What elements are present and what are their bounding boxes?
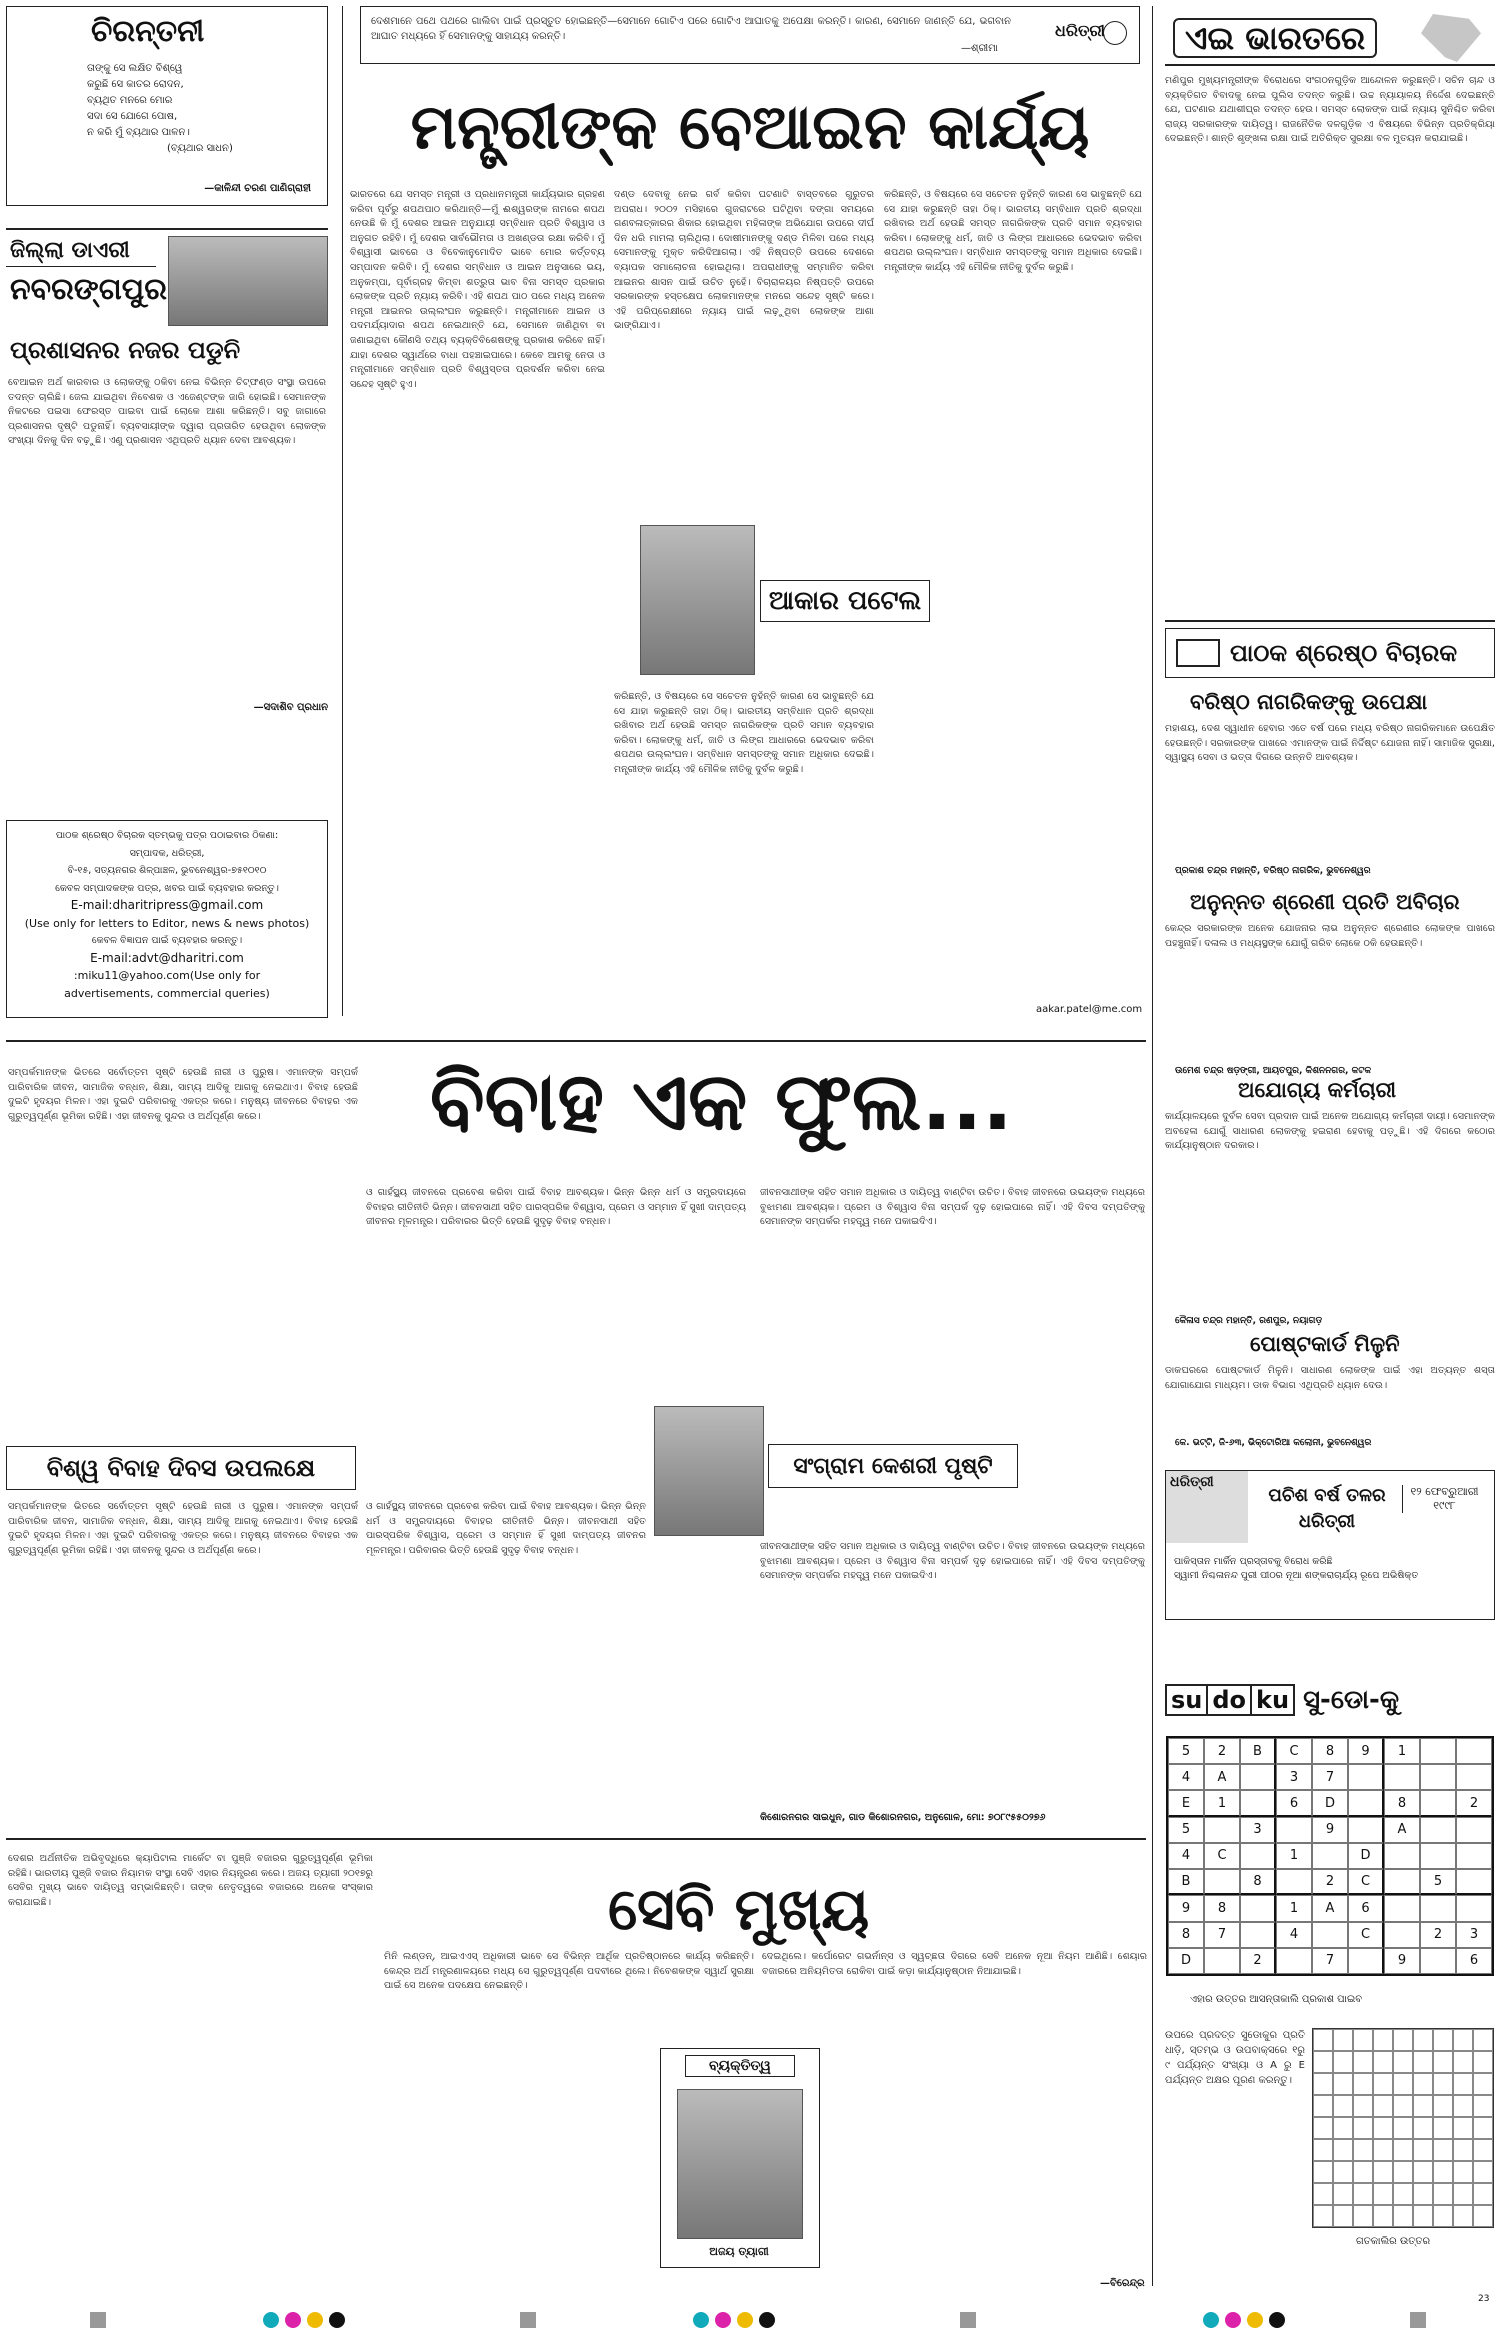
answer-cell [1393, 2073, 1413, 2095]
sudoku-cell: 6 [1276, 1790, 1312, 1816]
sudoku-cell: 1 [1204, 1790, 1240, 1816]
poem-line: ତାଙ୍କୁ ସେ ଲକ୍ଷିତ ବିଶ୍ୱେ [87, 63, 183, 74]
article1-col3: କରିଛନ୍ତି, ଓ ବିଷୟରେ ସେ ସଚେତନ ନୁହଁନ୍ତି କାରଣ ସେ ଭାବୁଛନ୍ତି ଯେ ସେ ଯାହା କରୁଛନ୍ତି ତାହା ଠିକ୍। ଭାରତୀୟ ସମ୍ବିଧାନ ପ୍ରତି ଶ୍ରଦ୍ଧା ରଖିବାର ଅର୍ଥ ହେଉଛି ସମସ୍ତ ନାଗରିକଙ୍କ ପ୍ରତି ସମାନ ବ୍ୟବହାର କରିବା। ଲୋକଙ୍କୁ ଧର୍ମ, ଜାତି ଓ ଲିଙ୍ଗ ଆଧାରରେ ଭେଦଭାବ କରିବା ଶପଥର ଉଲ୍ଲଂଘନ। ସମ୍ବିଧାନ ସମସ୍ତଙ୍କୁ ସମାନ ଅଧିକାର ଦେଇଛି। ମନ୍ତ୍ରୀଙ୍କ କାର୍ଯ୍ୟ ଏହି ମୌଳିକ ନୀତିକୁ ଦୁର୍ବଳ କରୁଛି। [884, 189, 1142, 273]
author-photo-aakar-patel [640, 525, 755, 675]
answer-cell [1413, 2183, 1433, 2205]
sudoku-cell: 2 [1240, 1948, 1276, 1974]
answer-cell [1313, 2117, 1333, 2139]
sudoku-cell [1384, 1895, 1420, 1921]
contact-line: ପାଠକ ଶ୍ରେଷ୍ଠ ବିଚାରକ ସ୍ତମ୍ଭକୁ ପତ୍ର ପଠାଇବାର ଠିକଣା: [55, 830, 279, 841]
column-rule [1152, 6, 1153, 2286]
sudoku-cell [1384, 1869, 1420, 1895]
answer-cell [1433, 2095, 1453, 2117]
sudoku-cell [1348, 1948, 1384, 1974]
sudoku-title-do: do [1208, 1684, 1252, 1716]
answer-cell [1413, 2139, 1433, 2161]
answer-cell [1433, 2161, 1453, 2183]
answer-cell [1313, 2073, 1333, 2095]
answer-cell [1453, 2205, 1473, 2227]
sudoku-cell: 3 [1240, 1817, 1276, 1843]
answer-cell [1393, 2183, 1413, 2205]
poem-author: —କାଳିନ୍ଦୀ ଚରଣ ପାଣିଗ୍ରାହୀ [204, 183, 311, 194]
answer-cell [1433, 2139, 1453, 2161]
sudoku-cell [1276, 1869, 1312, 1895]
letter1-title: ବରିଷ୍ଠ ନାଗରିକଙ୍କୁ ଉପେକ୍ଷା [1190, 690, 1428, 714]
sudoku-cell [1456, 1843, 1492, 1869]
answer-cell [1413, 2095, 1433, 2117]
sudoku-cell: 4 [1168, 1764, 1204, 1790]
sudoku-rules: ଉପରେ ପ୍ରଦତ୍ତ ସୁଡୋକୁର ପ୍ରତି ଧାଡ଼ି, ସ୍ତମ୍ଭ ଓ ଉପବାକ୍ସରେ ୧ରୁ ୯ ପର୍ଯ୍ୟନ୍ତ ସଂଖ୍ୟା ଓ A ରୁ E ପର୍ଯ୍ୟନ୍ତ ଅକ୍ଷର ପୂରଣ କରନ୍ତୁ। [1165, 2030, 1305, 2086]
article2-author: ସଂଗ୍ରାମ କେଶରୀ ପୃଷ୍ଟି [768, 1444, 1018, 1488]
editor-email-link[interactable]: E-mail:dharitripress@gmail.com [70, 898, 264, 912]
sudoku-cell [1420, 1948, 1456, 1974]
letter3-author: କୈଳାସ ଚନ୍ଦ୍ର ମହାନ୍ତି, ରଣପୁର, ନୟାଗଡ଼ [1175, 1316, 1323, 1326]
answer-cell [1433, 2183, 1453, 2205]
sudoku-cell: 8 [1312, 1738, 1348, 1764]
letter3-title: ଅଯୋଗ୍ୟ କର୍ମଚାରୀ [1238, 1078, 1397, 1102]
sudoku-cell: 5 [1420, 1869, 1456, 1895]
sudoku-cell [1420, 1895, 1456, 1921]
article2-col3: ଜୀବନସାଥୀଙ୍କ ସହିତ ସମାନ ଅଧିକାର ଓ ଦାୟିତ୍ୱ ବାଣ୍ଟିବା ଉଚିତ। ବିବାହ ଜୀବନରେ ଉଭୟଙ୍କ ମଧ୍ୟରେ ବୁଝାମଣା ଆବଶ୍ୟକ। ପ୍ରେମ ଓ ବିଶ୍ୱାସ ବିନା ସମ୍ପର୍କ ଦୃଢ଼ ହୋଇପାରେ ନାହିଁ। ଏହି ଦିବସ ଦମ୍ପତିଙ୍କୁ ସେମାନଙ୍କ ସମ୍ପର୍କର ମହତ୍ତ୍ୱ ମନେ ପକାଇଦିଏ। [760, 1187, 1145, 1228]
sudoku-cell [1384, 1922, 1420, 1948]
poem-line: ସଦା ସେ ଯୋଗେ ପୋଷ, [87, 111, 178, 122]
answer-cell [1433, 2051, 1453, 2073]
divider [6, 1040, 1146, 1042]
reader-title: ପାଠକ ଶ୍ରେଷ୍ଠ ବିଚାରକ [1230, 639, 1458, 667]
print-registration-bar [0, 2294, 1500, 2332]
answer-cell [1453, 2051, 1473, 2073]
answer-cell [1373, 2051, 1393, 2073]
article2-col1: ସମ୍ପର୍କମାନଙ୍କ ଭିତରେ ସର୍ବୋତ୍ତମ ସୃଷ୍ଟି ହେଉଛି ନାରୀ ଓ ପୁରୁଷ। ଏମାନଙ୍କ ସମ୍ପର୍କ ପାରିବାରିକ ଜୀବନ, ସାମାଜିକ ବନ୍ଧନ, ଶିକ୍ଷା, ସାମ୍ୟ ଆଦିକୁ ଆଗକୁ ନେଇଥାଏ। ବିବାହ ହେଉଛି ଦୁଇଟି ହୃଦୟର ମିଳନ। ଏହା ଦୁଇଟି ପରିବାରକୁ ଏକତ୍ର କରେ। ମନୁଷ୍ୟ ଜୀବନରେ ବିବାହର ଏକ ଗୁରୁତ୍ୱପୂର୍ଣ୍ଣ ଭୂମିକା ରହିଛି। ଏହା ଜୀବନକୁ ସୁନ୍ଦର ଓ ଅର୍ଥପୂର୍ଣ୍ଣ କରେ। [8, 1067, 358, 1122]
quote-logo: ଧରିତ୍ରୀ [1055, 21, 1105, 40]
sudoku-cell [1420, 1817, 1456, 1843]
archive-logo-block [1166, 1471, 1248, 1543]
article2-col2: ଓ ଗାର୍ହସ୍ଥ୍ୟ ଜୀବନରେ ପ୍ରବେଶ କରିବା ପାଇଁ ବିବାହ ଆବଶ୍ୟକ। ଭିନ୍ନ ଭିନ୍ନ ଧର୍ମ ଓ ସମ୍ପ୍ରଦାୟରେ ବିବାହର ରୀତିନୀତି ଭିନ୍ନ। ଜୀବନସାଥୀ ସହିତ ପାରସ୍ପରିକ ବିଶ୍ୱାସ, ପ୍ରେମ ଓ ସମ୍ମାନ ହିଁ ସୁଖୀ ଦାମ୍ପତ୍ୟ ଜୀବନର ମୂଳମନ୍ତ୍ର। ପରିବାରର ଭିତ୍ତି ହେଉଛି ସୁଦୃଢ଼ ବିବାହ ବନ୍ଧନ। [366, 1187, 746, 1228]
ei-bharatare-header [1165, 6, 1495, 66]
sudoku-cell: E [1168, 1790, 1204, 1816]
answer-cell [1313, 2029, 1333, 2051]
sudoku-cell [1420, 1738, 1456, 1764]
answer-cell [1313, 2051, 1333, 2073]
sudoku-cell: A [1312, 1895, 1348, 1921]
answer-cell [1353, 2117, 1373, 2139]
article2-col3b: ଜୀବନସାଥୀଙ୍କ ସହିତ ସମାନ ଅଧିକାର ଓ ଦାୟିତ୍ୱ ବାଣ୍ଟିବା ଉଚିତ। ବିବାହ ଜୀବନରେ ଉଭୟଙ୍କ ମଧ୍ୟରେ ବୁଝାମଣା ଆବଶ୍ୟକ। ପ୍ରେମ ଓ ବିଶ୍ୱାସ ବିନା ସମ୍ପର୍କ ଦୃଢ଼ ହୋଇପାରେ ନାହିଁ। ଏହି ଦିବସ ଦମ୍ପତିଙ୍କୁ ସେମାନଙ୍କ ସମ୍ପର୍କର ମହତ୍ତ୍ୱ ମନେ ପକାଇଦିଏ। [760, 1541, 1145, 1582]
letter2-author: ଉମେଶ ଚନ୍ଦ୍ର ଷଡ଼ଙ୍ଗୀ, ଆୟତପୁର, କିଶନନଗର, କଟକ [1175, 1066, 1372, 1076]
sudoku-cell [1204, 1869, 1240, 1895]
sudoku-cell: 4 [1168, 1843, 1204, 1869]
answer-cell [1373, 2073, 1393, 2095]
sudoku-cell [1456, 1869, 1492, 1895]
sudoku-cell: A [1204, 1764, 1240, 1790]
sudoku-cell [1240, 1764, 1276, 1790]
article1-author: ଆକାର ପଟେଲ [760, 580, 930, 622]
divider [6, 1838, 1146, 1840]
answer-cell [1413, 2161, 1433, 2183]
sudoku-cell [1420, 1843, 1456, 1869]
answer-cell [1473, 2095, 1493, 2117]
sudoku-answer-label: ଗତକାଲିର ଉତ୍ତର [1356, 2236, 1431, 2247]
quote-author: —ଶ୍ରୀମା [961, 43, 998, 54]
answer-cell [1373, 2205, 1393, 2227]
sudoku-grid [1166, 1736, 1494, 1976]
sudoku-cell [1312, 1922, 1348, 1948]
answer-cell [1333, 2139, 1353, 2161]
article2-address: କିଶୋରନଗର ସାଇଧୁନ, ଗାଡ କିଶୋରନଗର, ଅନୁଗୋଳ, ମୋ: ୭୦୮୯୫୫୦୨୭୬ [760, 1812, 1046, 1823]
contact-line: ବି-୧୫, ସତ୍ୟନଗର ଶିଳ୍ପାଞ୍ଚଳ, ଭୁବନେଶ୍ୱର-୭୫୧୦୧୦ [67, 865, 267, 876]
answer-cell [1473, 2161, 1493, 2183]
answer-cell [1473, 2117, 1493, 2139]
india-map-icon [1421, 14, 1481, 62]
answer-cell [1353, 2183, 1373, 2205]
answer-cell [1313, 2161, 1333, 2183]
sudoku-cell [1240, 1895, 1276, 1921]
contact-line: କେବଳ ବିଜ୍ଞାପନ ପାଇଁ ବ୍ୟବହାର କରନ୍ତୁ। [91, 935, 243, 946]
letter1-body: ମହାଶୟ, ଦେଶ ସ୍ୱାଧୀନ ହେବାର ଏତେ ବର୍ଷ ପରେ ମଧ୍ୟ ବରିଷ୍ଠ ନାଗରିକମାନେ ଉପେକ୍ଷିତ ହେଉଛନ୍ତି। ସରକାରଙ୍କ ପାଖରେ ଏମାନଙ୍କ ପାଇଁ ନିର୍ଦ୍ଦିଷ୍ଟ ଯୋଜନା ନାହିଁ। ସାମାଜିକ ସୁରକ୍ଷା, ସ୍ୱାସ୍ଥ୍ୟ ସେବା ଓ ଭତ୍ତା ଦିଗରେ ଉନ୍ନତି ଆବଶ୍ୟକ। [1165, 723, 1495, 764]
archive-box [1165, 1470, 1495, 1620]
sudoku-cell: D [1312, 1790, 1348, 1816]
sudoku-cell: D [1348, 1843, 1384, 1869]
quote-box [360, 6, 1140, 64]
article1-col2b: କରିଛନ୍ତି, ଓ ବିଷୟରେ ସେ ସଚେତନ ନୁହଁନ୍ତି କାରଣ ସେ ଭାବୁଛନ୍ତି ଯେ ସେ ଯାହା କରୁଛନ୍ତି ତାହା ଠିକ୍। ଭାରତୀୟ ସମ୍ବିଧାନ ପ୍ରତି ଶ୍ରଦ୍ଧା ରଖିବାର ଅର୍ଥ ହେଉଛି ସମସ୍ତ ନାଗରିକଙ୍କ ପ୍ରତି ସମାନ ବ୍ୟବହାର କରିବା। ଲୋକଙ୍କୁ ଧର୍ମ, ଜାତି ଓ ଲିଙ୍ଗ ଆଧାରରେ ଭେଦଭାବ କରିବା ଶପଥର ଉଲ୍ଲଂଘନ। ସମ୍ବିଧାନ ସମସ୍ତଙ୍କୁ ସମାନ ଅଧିକାର ଦେଇଛି। ମନ୍ତ୍ରୀଙ୍କ କାର୍ଯ୍ୟ ଏହି ମୌଳିକ ନୀତିକୁ ଦୁର୍ବଳ କରୁଛି। [614, 691, 874, 775]
reader-header [1165, 628, 1495, 678]
sudoku-cell [1384, 1764, 1420, 1790]
sudoku-title-odia: ସୁ-ଡୋ-କୁ [1303, 1685, 1400, 1715]
archive-item: ସ୍ୱାମୀ ନିଶ୍ଚଳାନନ୍ଦ ପୁରୀ ପୀଠର ନୂଆ ଶଙ୍କରାଚାର୍ଯ୍ୟ ରୂପେ ଅଭିଷିକ୍ତ [1174, 1570, 1419, 1581]
letter4-author: କେ. ଭଟ୍ଟି, ଜି-୬୩, ଭିକ୍ଟୋରିଆ କଲୋନୀ, ଭୁବନେଶ୍ୱର [1175, 1438, 1372, 1448]
poem-line: ବ୍ୟଥିତ ମନରେ ମୋର [87, 95, 173, 106]
envelope-icon [1176, 639, 1220, 667]
letter4-body: ଡାକଘରରେ ପୋଷ୍ଟକାର୍ଡ ମିଳୁନି। ସାଧାରଣ ଲୋକଙ୍କ ପାଇଁ ଏହା ଅତ୍ୟନ୍ତ ଶସ୍ତା ଯୋଗାଯୋଗ ମାଧ୍ୟମ। ଡାକ ବିଭାଗ ଏଥିପ୍ରତି ଧ୍ୟାନ ଦେଉ। [1165, 1365, 1495, 1391]
sudoku-cell: 9 [1168, 1895, 1204, 1921]
article3-headline: ସେବି ମୁଖ୍ୟ [608, 1875, 870, 1943]
sudoku-cell [1240, 1922, 1276, 1948]
article2-subhead: ବିଶ୍ୱ ବିବାହ ଦିବସ ଉପଲକ୍ଷେ [46, 1454, 316, 1482]
sudoku-cell: B [1168, 1869, 1204, 1895]
brand-name: ଏଇ ଭାରତରେ [1173, 18, 1377, 58]
answer-cell [1333, 2095, 1353, 2117]
sudoku-cell: 9 [1312, 1817, 1348, 1843]
poem-line: କରୁଛି ସେ କାତର ରୋଦନ, [87, 79, 184, 90]
poem-box [6, 6, 328, 206]
answer-cell [1453, 2117, 1473, 2139]
personality-label: ବ୍ୟକ୍ତିତ୍ୱ [685, 2055, 795, 2077]
district-body: ବେଆଇନ ଅର୍ଥ କାରବାର ଓ ଲୋକଙ୍କୁ ଠକିବା ନେଇ ବିଭିନ୍ନ ଚିଟ୍‌ଫଣ୍ଡ ସଂସ୍ଥା ଉପରେ ତଦନ୍ତ ଚାଲିଛି। ଜେଲ ଯାଇଥିବା ନିବେଶକ ଓ ଏଜେଣ୍ଟଙ୍କ ଜାରି ହୋଇଛି। ସେମାନଙ୍କ ନିକଟରେ ପଇସା ଫେରସ୍ତ ପାଇବା ପାଇଁ ଲୋକେ ଆଶା କରିଛନ୍ତି। ସବୁ ଜାଗାରେ ପ୍ରଶାସନର ଦୃଷ୍ଟି ପଡୁନାହିଁ। ବ୍ୟବସାୟୀଙ୍କ ଦ୍ୱାରା ପ୍ରତାରିତ ହେଉଥିବା ଲୋକଙ୍କ ସଂଖ୍ୟା ଦିନକୁ ଦିନ ବଢ଼ୁଛି। ଏଣୁ ପ୍ରଶାସନ ଏଥିପ୍ରତି ଧ୍ୟାନ ଦେବା ଆବଶ୍ୟକ। [8, 377, 326, 447]
sudoku-cell: 2 [1420, 1922, 1456, 1948]
article1-email[interactable]: aakar.patel@me.com [1036, 1004, 1143, 1015]
sudoku-cell: 4 [1276, 1922, 1312, 1948]
answer-cell [1453, 2095, 1473, 2117]
answer-cell [1353, 2139, 1373, 2161]
answer-cell [1453, 2161, 1473, 2183]
answer-cell [1353, 2095, 1373, 2117]
sudoku-cell: C [1276, 1738, 1312, 1764]
answer-cell [1353, 2051, 1373, 2073]
sudoku-cell: 2 [1312, 1869, 1348, 1895]
answer-cell [1473, 2205, 1493, 2227]
sudoku-cell: 5 [1168, 1817, 1204, 1843]
answer-cell [1353, 2073, 1373, 2095]
sudoku-cell: 8 [1384, 1790, 1420, 1816]
answer-cell [1313, 2205, 1333, 2227]
sudoku-cell [1204, 1817, 1240, 1843]
sudoku-cell: 6 [1456, 1948, 1492, 1974]
person-photo-ajay-tyagi [677, 2089, 803, 2239]
answer-cell [1313, 2095, 1333, 2117]
answer-cell [1473, 2073, 1493, 2095]
sudoku-cell: D [1168, 1948, 1204, 1974]
answer-cell [1393, 2051, 1413, 2073]
answer-cell [1473, 2029, 1493, 2051]
letter3-body: କାର୍ଯ୍ୟାଳୟରେ ଦୁର୍ବଳ ସେବା ପ୍ରଦାନ ପାଇଁ ଅନେକ ଅଯୋଗ୍ୟ କର୍ମଚାରୀ ଦାୟୀ। ସେମାନଙ୍କ ଅବହେଳା ଯୋଗୁଁ ସାଧାରଣ ଲୋକଙ୍କୁ ହଇରାଣ ହେବାକୁ ପଡ଼ୁଛି। ଏହି ଦିଗରେ କଠୋର କାର୍ଯ୍ୟାନୁଷ୍ଠାନ ଦରକାର। [1165, 1111, 1495, 1152]
archive-item: ପାକିସ୍ତାନ ମାର୍କିନ ପ୍ରସ୍ତାବକୁ ବିରୋଧ କରିଛି [1174, 1556, 1333, 1567]
letter4-title: ପୋଷ୍ଟକାର୍ଡ ମିଳୁନି [1250, 1332, 1400, 1356]
contact-line: କେବଳ ସମ୍ପାଦକଙ୍କ ପତ୍ର, ଖବର ପାଇଁ ବ୍ୟବହାର କରନ୍ତୁ। [55, 882, 279, 894]
answer-cell [1313, 2183, 1333, 2205]
advt-email-link[interactable]: E-mail:advt@dharitri.com [90, 950, 244, 965]
letter1-author: ପ୍ରକାଶ ଚନ୍ଦ୍ର ମହାନ୍ତି, ବରିଷ୍ଠ ନାଗରିକ, ଭୁବନେଶ୍ୱର [1175, 866, 1371, 876]
sudoku-cell: 1 [1384, 1738, 1420, 1764]
article2-col2b: ଓ ଗାର୍ହସ୍ଥ୍ୟ ଜୀବନରେ ପ୍ରବେଶ କରିବା ପାଇଁ ବିବାହ ଆବଶ୍ୟକ। ଭିନ୍ନ ଭିନ୍ନ ଧର୍ମ ଓ ସମ୍ପ୍ରଦାୟରେ ବିବାହର ରୀତିନୀତି ଭିନ୍ନ। ଜୀବନସାଥୀ ସହିତ ପାରସ୍ପରିକ ବିଶ୍ୱାସ, ପ୍ରେମ ଓ ସମ୍ମାନ ହିଁ ସୁଖୀ ଦାମ୍ପତ୍ୟ ଜୀବନର ମୂଳମନ୍ତ୍ର। ପରିବାରର ଭିତ୍ତି ହେଉଛି ସୁଦୃଢ଼ ବିବାହ ବନ୍ଧନ। [366, 1501, 646, 1556]
answer-cell [1433, 2029, 1453, 2051]
sudoku-cell: 2 [1456, 1790, 1492, 1816]
contact-box [6, 820, 328, 1018]
article1-col2: ଦଣ୍ଡ ଦେବାକୁ ନେଇ ଗର୍ବ କରିବା ଘଟଣାଟି ବାସ୍ତବରେ ଗୁରୁତର ଅପରାଧ। ୨୦୦୨ ମସିହାରେ ଗୁଜରାଟରେ ଘଟିଥିବା ଦଙ୍ଗା ସମୟରେ ଗଣବଳାତ୍କାରର ଶିକାର ହୋଇଥିବା ମହିଳାଙ୍କ ଅଭିଯୋଗ ଉପରେ ଦୀର୍ଘ ଦିନ ଧରି ମାମଲା ଚାଲିଥିଲା। ଦୋଷୀମାନଙ୍କୁ ଦଣ୍ଡ ମିଳିବା ପରେ ମଧ୍ୟ ସେମାନଙ୍କୁ ମୁକ୍ତ କରିଦିଆଗଲା। ଏହି ନିଷ୍ପତ୍ତି ଉପରେ ଦେଶରେ ବ୍ୟାପକ ସମାଲୋଚନା ହୋଇଥିଲା। ଅପରାଧୀଙ୍କୁ ସମ୍ମାନିତ କରିବା ଆଇନର ଶାସନ ପାଇଁ ଉଚିତ ନୁହେଁ। ବିଚାରାଳୟର ନିଷ୍ପତ୍ତି ଉପରେ ସରକାରଙ୍କ ହସ୍ତକ୍ଷେପ ଲୋକମାନଙ୍କ ମନରେ ସନ୍ଦେହ ସୃଷ୍ଟି କରେ। ଏହି ପରିପ୍ରେକ୍ଷୀରେ ନ୍ୟାୟ ପାଇଁ ଲଢ଼ୁଥିବା ଲୋକଙ୍କ ଆଶା ଭାଙ୍ଗିଯାଏ। [614, 189, 874, 332]
archive-date: ୧୨ ଫେବ୍ରୁଆରୀ ୧୯୯୮ [1402, 1485, 1486, 1513]
answer-cell [1373, 2095, 1393, 2117]
sudoku-cell: 8 [1204, 1895, 1240, 1921]
district-headline: ପ୍ରଶାସନର ନଜର ପଡୁନି [10, 336, 241, 364]
letter2-title: ଅନୁନ୍ନତ ଶ୍ରେଣୀ ପ୍ରତି ଅବିଚାର [1190, 890, 1460, 914]
district-name: ନବରଙ୍ଗପୁର [10, 272, 167, 307]
sudoku-cell: C [1204, 1843, 1240, 1869]
answer-cell [1393, 2095, 1413, 2117]
divider [6, 228, 328, 230]
dharitri-emblem-icon [1103, 21, 1127, 45]
answer-cell [1433, 2117, 1453, 2139]
sudoku-cell [1240, 1843, 1276, 1869]
sudoku-cell [1276, 1817, 1312, 1843]
answer-cell [1413, 2073, 1433, 2095]
answer-cell [1393, 2161, 1413, 2183]
sudoku-note: ଏହାର ଉତ୍ତର ଆସନ୍ତାକାଲି ପ୍ରକାଶ ପାଇବ [1190, 1994, 1363, 2005]
district-author: —ସଦାଶିବ ପ୍ରଧାନ [253, 702, 328, 713]
sudoku-cell [1456, 1817, 1492, 1843]
answer-cell [1453, 2029, 1473, 2051]
answer-cell [1393, 2205, 1413, 2227]
sudoku-cell: 9 [1348, 1738, 1384, 1764]
answer-cell [1373, 2029, 1393, 2051]
article1-headline: ମନ୍ତ୍ରୀଙ୍କ ବେଆଇନ କାର୍ଯ୍ୟ [410, 90, 1090, 163]
sudoku-cell: 2 [1204, 1738, 1240, 1764]
answer-cell [1373, 2117, 1393, 2139]
sudoku-cell: 5 [1168, 1738, 1204, 1764]
sudoku-cell: B [1240, 1738, 1276, 1764]
sudoku-cell: A [1384, 1817, 1420, 1843]
sudoku-cell: C [1348, 1922, 1384, 1948]
article3-col2: ମିନି ଲଣ୍ଡନ୍, ଆଇଏଏସ୍ ଅଧିକାରୀ ଭାବେ ସେ ବିଭିନ୍ନ ଆର୍ଥିକ ପ୍ରତିଷ୍ଠାନରେ କାର୍ଯ୍ୟ କରିଛନ୍ତି। କେନ୍ଦ୍ର ଅର୍ଥ ମନ୍ତ୍ରଣାଳୟରେ ମଧ୍ୟ ସେ ଗୁରୁତ୍ୱପୂର୍ଣ୍ଣ ପଦବୀରେ ଥିଲେ। ନିବେଶକଙ୍କ ସ୍ୱାର୍ଥ ସୁରକ୍ଷା ପାଇଁ ସେ ଅନେକ ପଦକ୍ଷେପ ନେଇଛନ୍ତି। [384, 1951, 754, 1992]
answer-cell [1333, 2183, 1353, 2205]
author-photo-sangram [654, 1406, 764, 1536]
answer-cell [1313, 2139, 1333, 2161]
answer-cell [1473, 2183, 1493, 2205]
district-label-block [6, 236, 167, 326]
answer-cell [1373, 2183, 1393, 2205]
sudoku-cell: 9 [1384, 1948, 1420, 1974]
column-rule [342, 6, 343, 1016]
answer-cell [1473, 2051, 1493, 2073]
sudoku-cell [1312, 1843, 1348, 1869]
sudoku-cell [1456, 1895, 1492, 1921]
sudoku-cell: 3 [1456, 1922, 1492, 1948]
archive-items [1174, 1555, 1490, 1583]
answer-cell [1373, 2161, 1393, 2183]
answer-cell [1353, 2161, 1373, 2183]
sudoku-cell [1456, 1764, 1492, 1790]
sudoku-title-ku: ku [1252, 1684, 1295, 1716]
sudoku-cell: C [1348, 1869, 1384, 1895]
personality-box [660, 2048, 820, 2268]
temple-photo [168, 236, 328, 326]
sudoku-cell: 3 [1276, 1764, 1312, 1790]
answer-cell [1333, 2161, 1353, 2183]
answer-cell [1453, 2183, 1473, 2205]
answer-cell [1413, 2117, 1433, 2139]
answer-cell [1413, 2205, 1433, 2227]
answer-cell [1413, 2029, 1433, 2051]
answer-cell [1453, 2073, 1473, 2095]
sudoku-cell [1456, 1738, 1492, 1764]
answer-cell [1333, 2051, 1353, 2073]
sudoku-cell: 8 [1240, 1869, 1276, 1895]
sudoku-header [1165, 1676, 1495, 1724]
archive-title: ପଚିଶ ବର୍ଷ ତଳର ଧରିତ୍ରୀ [1268, 1485, 1386, 1532]
sudoku-cell [1204, 1948, 1240, 1974]
answer-cell [1333, 2117, 1353, 2139]
sudoku-cell [1276, 1948, 1312, 1974]
sudoku-cell: 7 [1204, 1922, 1240, 1948]
ei-bharatare-body: ମଣିପୁର ମୁଖ୍ୟମନ୍ତ୍ରୀଙ୍କ ବିରୋଧରେ ସଂଗଠନଗୁଡ଼ିକ ଆନ୍ଦୋଳନ କରୁଛନ୍ତି। ସଚିନ ଚାନ୍ଦ ଓ ବ୍ୟକ୍ତିଗତ ବିବାଦକୁ ନେଇ ପୁଲିସ ତଦନ୍ତ କରୁଛି। ଉଚ୍ଚ ନ୍ୟାୟାଳୟ ନିର୍ଦ୍ଦେଶ ଦେଇଛନ୍ତି ଯେ, ଘଟଣାର ଯଥାଶୀଘ୍ର ତଦନ୍ତ ହେଉ। ସମସ୍ତ ଲୋକଙ୍କ ପାଇଁ ନ୍ୟାୟ ସୁନିଶ୍ଚିତ କରିବା ରାଜ୍ୟ ସରକାରଙ୍କ ଦାୟିତ୍ୱ। ରାଜନୈତିକ ଦଳଗୁଡ଼ିକ ଏ ବିଷୟରେ ବିଭିନ୍ନ ପ୍ରତିକ୍ରିୟା ଦେଇଛନ୍ତି। ଶାନ୍ତି ଶୃଙ୍ଖଳା ରକ୍ଷା ପାଇଁ ଅତିରିକ୍ତ ସୁରକ୍ଷା ବଳ ମୁତୟନ କରାଯାଇଛି। [1165, 75, 1495, 145]
sudoku-title-su: su [1165, 1684, 1208, 1716]
answer-cell [1353, 2029, 1373, 2051]
article2-col1b: ସମ୍ପର୍କମାନଙ୍କ ଭିତରେ ସର୍ବୋତ୍ତମ ସୃଷ୍ଟି ହେଉଛି ନାରୀ ଓ ପୁରୁଷ। ଏମାନଙ୍କ ସମ୍ପର୍କ ପାରିବାରିକ ଜୀବନ, ସାମାଜିକ ବନ୍ଧନ, ଶିକ୍ଷା, ସାମ୍ୟ ଆଦିକୁ ଆଗକୁ ନେଇଥାଏ। ବିବାହ ହେଉଛି ଦୁଇଟି ହୃଦୟର ମିଳନ। ଏହା ଦୁଇଟି ପରିବାରକୁ ଏକତ୍ର କରେ। ମନୁଷ୍ୟ ଜୀବନରେ ବିବାହର ଏକ ଗୁରୁତ୍ୱପୂର୍ଣ୍ଣ ଭୂମିକା ରହିଛି। ଏହା ଜୀବନକୁ ସୁନ୍ଦର ଓ ଅର୍ଥପୂର୍ଣ୍ଣ କରେ। [8, 1501, 358, 1556]
sudoku-cell: 7 [1312, 1764, 1348, 1790]
divider [1165, 620, 1495, 622]
poem-lines [87, 61, 233, 157]
poem-line: (ବ୍ୟଥାର ସାଧନ) [167, 143, 233, 154]
article3-byline: —ବିରେନ୍ଦ୍ର [1100, 2278, 1145, 2289]
article1-col1: ଭାରତରେ ଯେ ସମସ୍ତ ମନ୍ତ୍ରୀ ଓ ପ୍ରଧାନମନ୍ତ୍ରୀ କାର୍ଯ୍ୟଭାର ଗ୍ରହଣ କରିବା ପୂର୍ବରୁ ଶପଥପାଠ କରିଥାନ୍ତି—ମୁଁ ଈଶ୍ୱରଙ୍କ ନାମରେ ଶପଥ ନେଉଛି କି ମୁଁ ଦେଶର ଆଇନ ଅନୁଯାୟୀ ସମ୍ବିଧାନ ପ୍ରତି ବିଶ୍ୱାସ ଓ ଅନୁଗତ ରହିବି। ମୁଁ ଦେଶର ସାର୍ବଭୌମତା ଓ ଅଖଣ୍ଡତା ରକ୍ଷା କରିବି। ମୁଁ ବିଶ୍ୱାସୀ ଭାବରେ ଓ ବିବେକାନୁମୋଦିତ ଭାବେ ମୋର କର୍ତ୍ତବ୍ୟ ସମ୍ପାଦନ କରିବି। ମୁଁ ଦେଶର ସମ୍ବିଧାନ ଓ ଆଇନ ଅନୁସାରେ ଭୟ, ଅନୁକମ୍ପା, ପୂର୍ବାଗ୍ରହ କିମ୍ବା ଶତ୍ରୁତା ଭାବ ବିନା ସମସ୍ତ ପ୍ରକାର ଲୋକଙ୍କ ପ୍ରତି ନ୍ୟାୟ କରିବି। ଏହି ଶପଥ ପାଠ ପରେ ମଧ୍ୟ ଅନେକ ମନ୍ତ୍ରୀ ଆଇନର ଉଲ୍ଲଂଘନ କରୁଛନ୍ତି। ମନ୍ତ୍ରୀମାନେ ଆଇନ ଓ ପଦମର୍ଯ୍ୟାଦାର ଶପଥ ନେଇଥାନ୍ତି ଯେ, ସେମାନେ ଜାଣିଥିବା ବା ଜଣାଇଥିବା କୌଣସି ତଥ୍ୟ ବ୍ୟକ୍ତିବିଶେଷଙ୍କୁ ପ୍ରକାଶ କରିବେ ନାହିଁ। ଯାହା ଦେଶର ସ୍ୱାର୍ଥରେ ବାଧା ପହଞ୍ଚାଇପାରେ। କେବେ ଆମକୁ ନେତା ଓ ମନ୍ତ୍ରୀମାନେ ସମ୍ବିଧାନ ପ୍ରତି ବିଶ୍ୱସ୍ତତା ପ୍ରଦର୍ଶନ କରିବା ନେଇ ସନ୍ଦେହ ସୃଷ୍ଟି ହୁଏ। [350, 189, 605, 390]
article2-subhead-box [6, 1446, 356, 1490]
article3-col1: ଦେଶର ଅର୍ଥନୀତିକ ଅଭିବୃଦ୍ଧିରେ କ୍ୟାପିଟାଲ ମାର୍କେଟ ବା ପୁଞ୍ଜି ବଜାରର ଗୁରୁତ୍ୱପୂର୍ଣ୍ଣ ଭୂମିକା ରହିଛି। ଭାରତୀୟ ପୁଞ୍ଜି ବଜାର ନିୟାମକ ସଂସ୍ଥା ସେବି ଏହାର ନିୟନ୍ତ୍ରଣ କରେ। ଅଜୟ ତ୍ୟାଗୀ ୨୦୧୭ରୁ ସେବିର ମୁଖ୍ୟ ଭାବେ ଦାୟିତ୍ୱ ସମ୍ଭାଳିଛନ୍ତି। ତାଙ୍କ ନେତୃତ୍ୱରେ ବଜାରରେ ଅନେକ ସଂସ୍କାର କରାଯାଇଛି। [8, 1853, 373, 1908]
district-label: ଜିଲ୍ଲା ଡାଏରୀ [6, 236, 156, 267]
answer-cell [1393, 2029, 1413, 2051]
answer-cell [1433, 2073, 1453, 2095]
sudoku-cell: 1 [1276, 1895, 1312, 1921]
sudoku-cell [1420, 1790, 1456, 1816]
contact-line: :miku11@yahoo.com(Use only for [73, 969, 261, 982]
person-name: ଅଜୟ ତ୍ୟାଗୀ [709, 2245, 769, 2258]
sudoku-answer-grid [1312, 2028, 1494, 2228]
sudoku-cell [1348, 1817, 1384, 1843]
sudoku-cell [1348, 1790, 1384, 1816]
answer-cell [1473, 2139, 1493, 2161]
archive-label: ଧରିତ୍ରୀ [1170, 1474, 1214, 1490]
answer-cell [1453, 2139, 1473, 2161]
poem-line: ନ କରି ମୁଁ ବ୍ୟଥାର ପାଳନ। [87, 127, 190, 138]
answer-cell [1413, 2051, 1433, 2073]
answer-cell [1333, 2029, 1353, 2051]
quote-text: ଦେଶମାନେ ପଥେ ପଥରେ ଗାଲିବା ପାଇଁ ପ୍ରସ୍ତୁତ ହୋଇଛନ୍ତି—ସେମାନେ ଗୋଟିଏ ପରେ ଗୋଟିଏ ଆଘାତକୁ ଅପେକ୍ଷା କରନ୍ତି। କାରଣ, ସେମାନେ ଜାଣନ୍ତି ଯେ, ଭଗବାନ ଆଘାତ ମଧ୍ୟରେ ହିଁ ସେମାନଙ୍କୁ ସାହାଯ୍ୟ କରନ୍ତି। [371, 16, 1011, 42]
poem-title: ଚିରନ୍ତନୀ [91, 14, 205, 49]
sudoku-cell: 8 [1168, 1922, 1204, 1948]
sudoku-cell [1420, 1764, 1456, 1790]
answer-cell [1333, 2073, 1353, 2095]
sudoku-cell: 7 [1312, 1948, 1348, 1974]
sudoku-cell: 6 [1348, 1895, 1384, 1921]
contact-line: (Use only for letters to Editor, news & news photos) [24, 916, 310, 930]
answer-cell [1393, 2117, 1413, 2139]
contact-line: advertisements, commercial queries) [64, 986, 270, 1000]
sudoku-cell: 1 [1276, 1843, 1312, 1869]
contact-line: ସମ୍ପାଦକ, ଧରିତ୍ରୀ, [129, 847, 205, 859]
answer-cell [1353, 2205, 1373, 2227]
article2-headline: ବିବାହ ଏକ ଫୁଲ... [430, 1055, 1013, 1148]
answer-cell [1433, 2205, 1453, 2227]
answer-cell [1393, 2139, 1413, 2161]
letter2-body: କେନ୍ଦ୍ର ସରକାରଙ୍କ ଅନେକ ଯୋଜନାର ଲାଭ ଅନୁନ୍ନତ ଶ୍ରେଣୀର ଲୋକଙ୍କ ପାଖରେ ପହଞ୍ଚୁନାହିଁ। ଦଳାଲ ଓ ମଧ୍ୟସ୍ଥଙ୍କ ଯୋଗୁଁ ଗରିବ ଲୋକେ ଠକି ହେଉଛନ୍ତି। [1165, 923, 1495, 949]
answer-cell [1333, 2205, 1353, 2227]
sudoku-cell [1348, 1764, 1384, 1790]
sudoku-cell [1384, 1843, 1420, 1869]
page-number: 23 [1478, 2294, 1490, 2304]
article3-col3: ଦେଇଥିଲେ। କର୍ପୋରେଟ ଗଭର୍ନାନ୍ସ ଓ ସ୍ୱଚ୍ଛତା ଦିଗରେ ସେବି ଅନେକ ନୂଆ ନିୟମ ଆଣିଛି। ଶେୟାର ବଜାରରେ ଅନିୟମିତତା ରୋକିବା ପାଇଁ କଡ଼ା କାର୍ଯ୍ୟାନୁଷ୍ଠାନ ନିଆଯାଇଛି। [762, 1951, 1147, 1977]
answer-cell [1373, 2139, 1393, 2161]
sudoku-cell [1240, 1790, 1276, 1816]
